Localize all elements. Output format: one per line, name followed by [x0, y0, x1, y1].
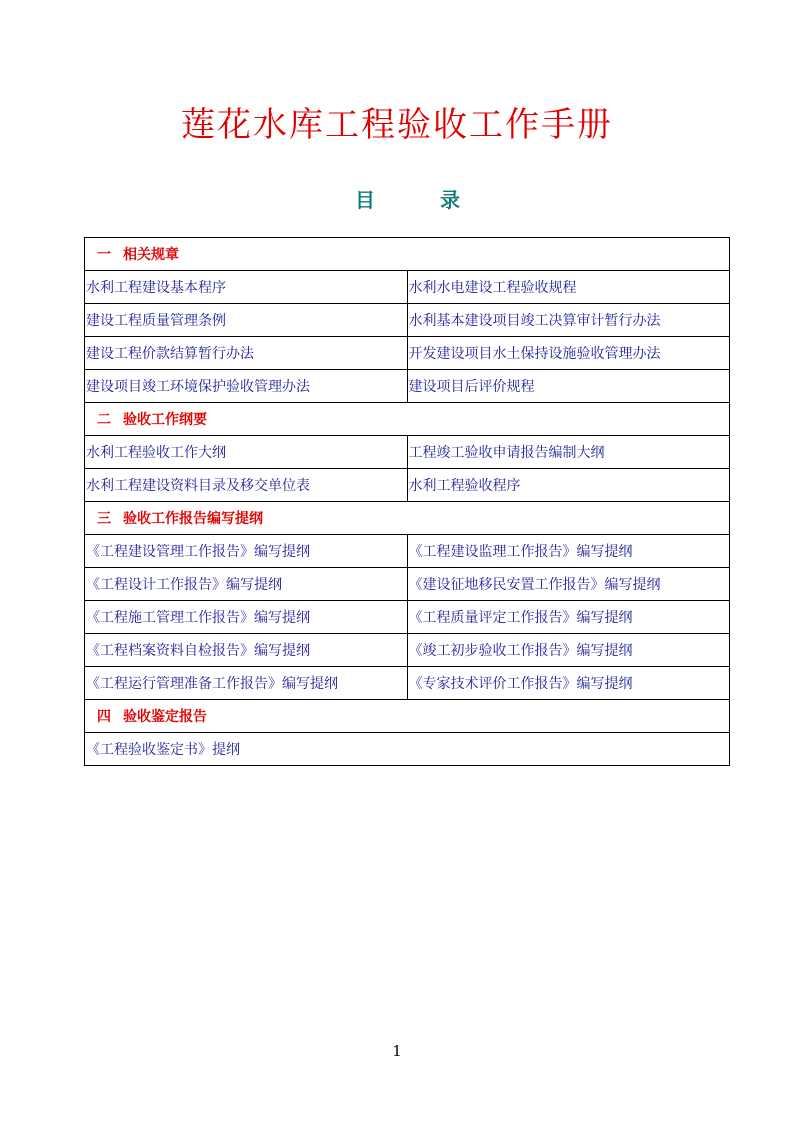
toc-item[interactable]: 《工程建设监理工作报告》编写提纲 — [407, 535, 730, 568]
toc-row — [85, 667, 730, 700]
toc-item[interactable]: 《工程设计工作报告》编写提纲 — [85, 568, 408, 601]
section-number: 三 — [97, 511, 111, 527]
toc-item[interactable]: 建设工程质量管理条例 — [85, 304, 408, 337]
toc-item[interactable]: 水利工程验收程序 — [407, 469, 730, 502]
toc-heading-part2: 录 — [440, 188, 460, 212]
section-heading: 验收工作纲要 — [123, 412, 207, 428]
toc-item[interactable]: 水利工程验收工作大纲 — [85, 436, 408, 469]
toc-heading-part1: 目 — [355, 188, 375, 212]
section-heading: 验收鉴定报告 — [123, 709, 207, 725]
toc-row — [85, 601, 730, 634]
section-heading-cell — [85, 403, 730, 436]
toc-item[interactable]: 建设工程价款结算暂行办法 — [85, 337, 408, 370]
toc-heading — [0, 180, 794, 212]
section-heading-cell — [85, 502, 730, 535]
section-row — [85, 700, 730, 733]
section-row — [85, 502, 730, 535]
toc-item[interactable]: 《工程运行管理准备工作报告》编写提纲 — [85, 667, 408, 700]
section-number: 二 — [97, 412, 111, 428]
toc-item[interactable]: 开发建设项目水土保持设施验收管理办法 — [407, 337, 730, 370]
toc-row — [85, 469, 730, 502]
toc-item[interactable]: 建设项目竣工环境保护验收管理办法 — [85, 370, 408, 403]
toc-row — [85, 535, 730, 568]
section-number: 四 — [97, 709, 111, 725]
toc-item[interactable]: 《工程档案资料自检报告》编写提纲 — [85, 634, 408, 667]
toc-item[interactable]: 工程竣工验收申请报告编制大纲 — [407, 436, 730, 469]
toc-row — [85, 568, 730, 601]
toc-row — [85, 733, 730, 766]
toc-item[interactable]: 《工程施工管理工作报告》编写提纲 — [85, 601, 408, 634]
section-heading-cell — [85, 238, 730, 271]
toc-row — [85, 271, 730, 304]
toc-row — [85, 634, 730, 667]
toc-item[interactable]: 水利工程建设基本程序 — [85, 271, 408, 304]
section-row — [85, 238, 730, 271]
section-heading-cell — [85, 700, 730, 733]
toc-item[interactable]: 水利工程建设资料目录及移交单位表 — [85, 469, 408, 502]
toc-item[interactable]: 《建设征地移民安置工作报告》编写提纲 — [407, 568, 730, 601]
page-number: 1 — [392, 1042, 402, 1060]
toc-row — [85, 337, 730, 370]
toc-row — [85, 370, 730, 403]
toc-item[interactable]: 《竣工初步验收工作报告》编写提纲 — [407, 634, 730, 667]
toc-item[interactable]: 水利基本建设项目竣工决算审计暂行办法 — [407, 304, 730, 337]
section-heading: 相关规章 — [123, 247, 179, 263]
section-number: 一 — [97, 247, 111, 263]
toc-row — [85, 436, 730, 469]
toc-row — [85, 304, 730, 337]
document-title: 莲花水库工程验收工作手册 — [181, 105, 613, 145]
section-heading: 验收工作报告编写提纲 — [123, 511, 263, 527]
toc-item[interactable]: 《专家技术评价工作报告》编写提纲 — [407, 667, 730, 700]
toc-item[interactable]: 《工程建设管理工作报告》编写提纲 — [85, 535, 408, 568]
toc-item[interactable]: 《工程验收鉴定书》提纲 — [85, 733, 730, 766]
toc-table — [84, 237, 730, 766]
section-row — [85, 403, 730, 436]
toc-item[interactable]: 建设项目后评价规程 — [407, 370, 730, 403]
toc-item[interactable]: 《工程质量评定工作报告》编写提纲 — [407, 601, 730, 634]
toc-item[interactable]: 水利水电建设工程验收规程 — [407, 271, 730, 304]
